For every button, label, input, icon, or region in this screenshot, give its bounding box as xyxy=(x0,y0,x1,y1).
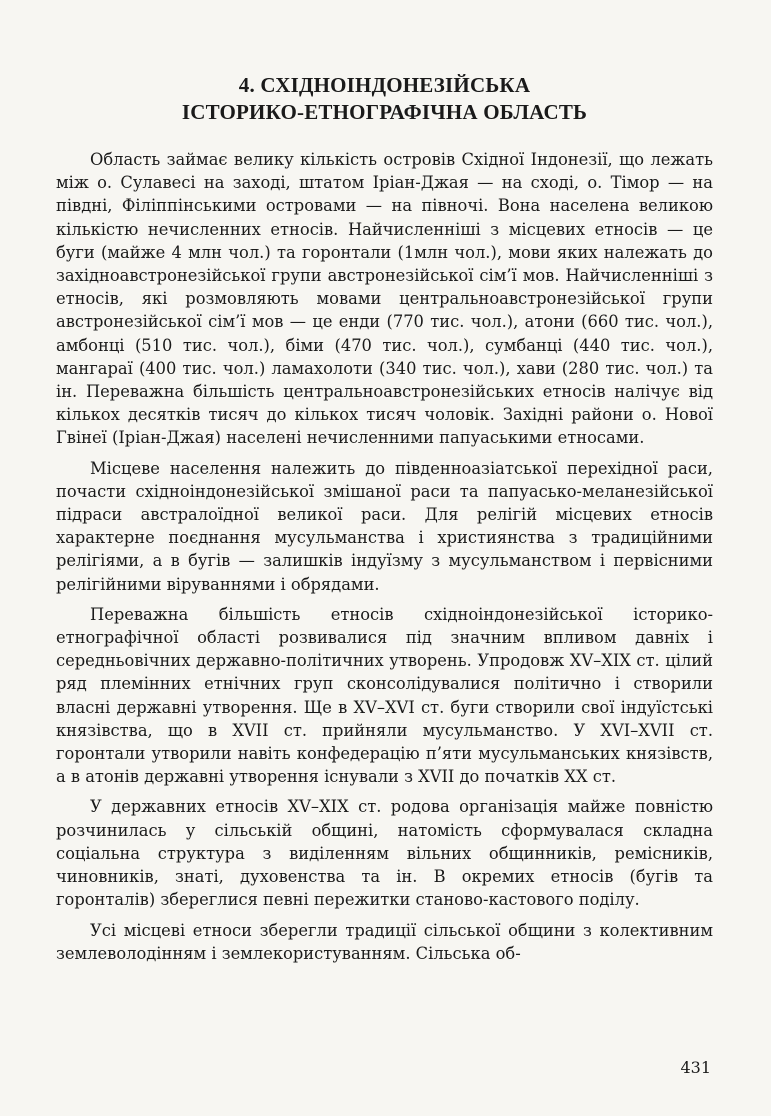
paragraph-5: Усі місцеві етноси зберегли традиції сільської общини з колективним землеволодінням і землекористуванням. Сільська об- xyxy=(56,920,713,963)
paragraph-2: Місцеве населення належить до південноазіатської перехідної раси, почасти східноіндонезійської змішаної раси та папуасько-меланезійської підраси австралоїдної великої раси. Для релігій місцевих етносів характерне поєднання мусульманства і християнства з традиційними релігіями, а в бугів — залишків індуїзму з мусульманством і первісними релігійними віруваннями і обрядами. xyxy=(56,458,713,594)
section-heading-line-1: 4. СХІДНОІНДОНЕЗІЙСЬКА xyxy=(238,73,531,97)
paragraph-4: У державних етносів XV–XIX ст. родова організація майже повністю розчинилась у сільській общині, натомість сформувалася складна соціальна структура з виділенням вільних общинників, ремісників, чиновників, знаті, духовенства та ін. В окремих етносів (бугів та горонталів) збереглися певні пережитки станово-кастового поділу. xyxy=(56,797,713,910)
page-number: 431 xyxy=(680,1058,711,1077)
paragraph-1: Область займає велику кількість островів Східної Індонезії, що лежать між о. Сулавесі на заході, штатом Іріан-Джая — на сході, о. Тімор — на півдні, Філіппінськими островами — на півночі. Вона населена великою кількістю нечисленних етносів. Найчисленніші з місцевих етносів — це буги (майже 4 млн чол.) та горонтали (1млн чол.), мови яких належать до західноавстронезійської групи австронезійської сім’ї мов. Найчисленніші з етносів, які розмовляють мовами центральноавстронезійської групи австронезійської сім’ї мов — це енди (770 тис. чол.), атони (660 тис. чол.), амбонці (510 тис. чол.), біми (470 тис. чол.), сумбанці (440 тис. чол.), мангараї (400 тис. чол.) ламахолоти (340 тис. чол.), хави (280 тис. чол.) та ін. Переважна більшість центральноавстронезійських етносів налічує від кількох десятків тисяч до кількох тисяч чоловік. Західні райони о. Нової Гвінеї (Іріан-Джая) населені нечисленними папуаськими етносами. xyxy=(56,150,713,448)
page-content xyxy=(56,72,713,972)
section-heading xyxy=(56,72,713,126)
section-heading-line-2: ІСТОРИКО-ЕТНОГРАФІЧНА ОБЛАСТЬ xyxy=(181,100,588,124)
paragraph-3: Переважна більшість етносів східноіндонезійської історико-етнографічної області розвивалися під значним впливом давніх і середньовічних державно-політичних утворень. Упродовж XV–XIX ст. цілий ряд племінних етнічних груп сконсолідувалися політично і створили власні державні утворення. Ще в XV–XVI ст. буги створили свої індуїстські князівства, що в XVII ст. прийняли мусульманство. У XVI–XVII ст. горонтали утворили навіть конфедерацію п’яти мусульманських князівств, а в атонів державні утворення існували з XVII до початків XX ст. xyxy=(56,604,713,787)
